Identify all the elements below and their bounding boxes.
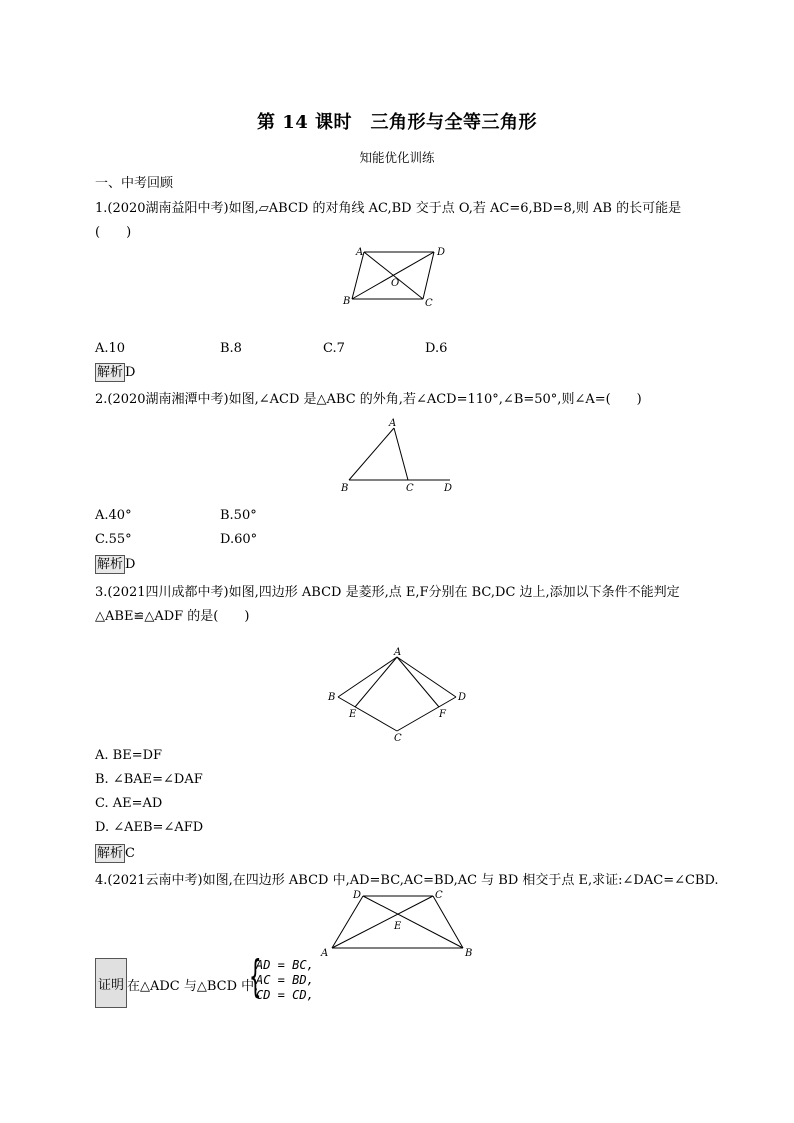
page-title: 第 14 课时 三角形与全等三角形	[256, 112, 538, 133]
q3-option-a: A. BE=DF	[95, 748, 163, 763]
q2-label-a: A	[389, 418, 397, 429]
q2-text: 2.(2020湖南湘潭中考)如图,∠ACD 是△ABC 的外角,若∠ACD=110°,∠B=50°,则∠A=( )	[95, 392, 642, 407]
q1-label-b: B	[343, 296, 351, 307]
q3-label-e: E	[349, 709, 357, 720]
q3-option-b: B. ∠BAE=∠DAF	[95, 772, 203, 787]
equation-line: AC = BD,	[256, 973, 314, 987]
section-heading: 一、中考回顾	[95, 176, 174, 191]
q2-option-b: B.50°	[220, 508, 257, 523]
q1-figure	[330, 238, 460, 313]
q3-label-f: F	[439, 709, 446, 720]
q3-text-line2: △ABE≌△ADF 的是( )	[95, 609, 250, 624]
q3-seg-dc	[397, 697, 456, 731]
q3-label-a: A	[394, 647, 402, 658]
q1-text: 1.(2020湖南益阳中考)如图,▱ABCD 的对角线 AC,BD 交于点 O,若 AC=6,BD=8,则 AB 的长可能是	[95, 201, 682, 216]
q1-label-a: A	[356, 247, 364, 258]
q3-seg-af	[397, 657, 439, 707]
q3-seg-ad	[397, 657, 456, 697]
q3-option-c: C. AE=AD	[95, 796, 163, 811]
q4-text: 4.(2021云南中考)如图,在四边形 ABCD 中,AD=BC,AC=BD,AC 与 BD 相交于点 E,求证:∠DAC=∠CBD.	[95, 873, 719, 888]
system-brace: {	[249, 951, 262, 1002]
q2-label-d: D	[444, 483, 453, 494]
q4-label-c: C	[435, 890, 443, 901]
q3-label-c: C	[394, 733, 402, 744]
q1-label-d: D	[437, 247, 446, 258]
q3-label-b: B	[328, 692, 336, 703]
analysis-badge: 解析	[97, 365, 124, 380]
q1-option-d: D.6	[425, 341, 448, 356]
page-subtitle: 知能优化训练	[359, 150, 435, 165]
q3-figure	[322, 645, 472, 745]
q1-seg-ba	[352, 252, 364, 299]
q3-seg-bc	[338, 697, 397, 731]
q3-text-line1: 3.(2021四川成都中考)如图,四边形 ABCD 是菱形,点 E,F分别在 BC,DC 边上,添加以下条件不能判定	[95, 585, 680, 600]
analysis-badge: 解析	[97, 846, 124, 861]
q4-label-d: D	[353, 890, 362, 901]
q2-seg-ac	[394, 428, 408, 480]
q1-label-c: C	[425, 298, 433, 309]
q3-label-d: D	[458, 692, 467, 703]
q2-label-b: B	[341, 483, 349, 494]
proof-badge: 证明	[95, 958, 127, 1008]
q1-option-c: C.7	[323, 341, 345, 356]
q4-label-b: B	[465, 948, 473, 958]
q2-figure	[335, 415, 465, 495]
q3-answer: C	[125, 846, 135, 861]
equation-line: AD = BC,	[256, 958, 314, 972]
q1-analysis	[95, 363, 135, 382]
q2-option-a: A.40°	[95, 508, 132, 523]
q2-option-d: D.60°	[220, 532, 258, 547]
q4-label-e: E	[394, 921, 402, 932]
q4-label-a: A	[321, 948, 329, 958]
q1-seg-dc	[423, 252, 434, 299]
analysis-badge: 解析	[97, 557, 124, 572]
q1-option-b: B.8	[220, 341, 242, 356]
q3-option-d: D. ∠AEB=∠AFD	[95, 820, 204, 835]
q2-label-c: C	[406, 483, 414, 494]
q1-label-o: O	[391, 278, 400, 289]
q2-option-c: C.55°	[95, 532, 132, 547]
q2-answer: D	[125, 557, 136, 572]
q3-seg-ae	[355, 657, 397, 707]
q4-figure	[315, 886, 480, 958]
q2-seg-ba	[349, 428, 394, 480]
q1-option-a: A.10	[95, 341, 126, 356]
q1-diag-bd	[352, 252, 434, 299]
q3-seg-ab	[338, 657, 397, 697]
q2-analysis	[95, 555, 135, 574]
q1-paren: ( )	[95, 225, 132, 240]
q1-answer: D	[125, 365, 136, 380]
equation-line: CD = CD,	[256, 988, 314, 1002]
q4-proof-text: 在△ADC 与△BCD 中,	[127, 979, 259, 994]
equation-system	[256, 958, 314, 1003]
q3-analysis	[95, 844, 135, 863]
